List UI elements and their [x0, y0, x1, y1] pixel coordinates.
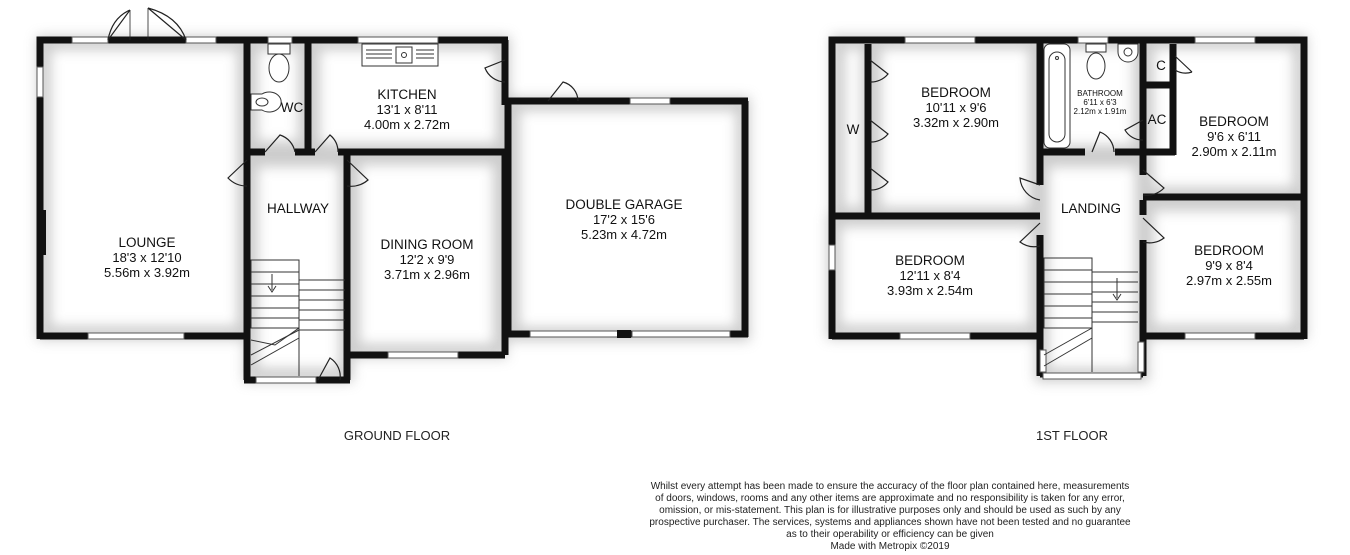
disclaimer-line: omission, or mis-statement. This plan is for illustrative purposes only and should be used as such by any [659, 505, 1121, 516]
bedroom-1-imperial: 10'11 x 9'6 [925, 100, 987, 115]
first-floor-title: 1ST FLOOR [1035, 428, 1109, 443]
disclaimer-line: Whilst every attempt has been made to ensure the accuracy of the floor plan contained here, measurements [650, 481, 1130, 492]
dining-imperial: 12'2 x 9'9 [399, 252, 455, 267]
bedroom-2-imperial: 9'6 x 6'11 [1207, 129, 1261, 144]
bedroom-4-metric: 2.97m x 2.55m [1186, 273, 1272, 288]
wc-name: WC [280, 100, 304, 115]
disclaimer-text [620, 481, 1160, 553]
cupboard-label: C [1156, 58, 1166, 73]
airing-cupboard-label: AC [1147, 112, 1167, 127]
dining-metric: 3.71m x 2.96m [384, 267, 470, 282]
lounge-name: LOUNGE [118, 235, 176, 250]
bathroom-name: BATHROOM [1077, 89, 1123, 98]
lounge-metric: 5.56m x 3.92m [104, 265, 190, 280]
garage-metric: 5.23m x 4.72m [581, 227, 667, 242]
first-floor [829, 37, 1304, 443]
bedroom-3-name: BEDROOM [895, 253, 965, 268]
garage-post [617, 330, 631, 338]
bedroom-4-imperial: 9'9 x 8'4 [1205, 258, 1253, 273]
ground-floor-title: GROUND FLOOR [343, 428, 451, 443]
garage-imperial: 17'2 x 15'6 [592, 212, 656, 227]
disclaimer-line: prospective purchaser. The services, systems and appliances shown have not been tested and no guarantee [649, 517, 1131, 528]
kitchen-name: KITCHEN [377, 87, 437, 102]
dining-name: DINING ROOM [380, 237, 474, 252]
bedroom-4-name: BEDROOM [1194, 243, 1264, 258]
ground-floor-labels [104, 87, 683, 282]
bedroom-2-metric: 2.90m x 2.11m [1191, 144, 1277, 159]
landing-name: LANDING [1060, 201, 1122, 216]
bathroom-imperial: 6'11 x 6'3 [1083, 98, 1117, 107]
metropix-credit: Made with Metropix ©2019 [830, 541, 950, 552]
chimney-block [38, 210, 46, 255]
first-staircase [1044, 258, 1138, 372]
bedroom-3-metric: 3.93m x 2.54m [887, 283, 973, 298]
hallway-name: HALLWAY [266, 201, 330, 216]
bedroom-1-metric: 3.32m x 2.90m [913, 115, 999, 130]
disclaimer-line: as to their operability or efficiency can be given [786, 529, 994, 540]
wardrobe-label: W [846, 122, 860, 137]
ground-floor [37, 8, 748, 443]
bathroom-metric: 2.12m x 1.91m [1073, 107, 1127, 116]
kitchen-imperial: 13'1 x 8'11 [376, 102, 438, 117]
bedroom-1-name: BEDROOM [921, 85, 991, 100]
kitchen-sink [362, 44, 438, 66]
lounge-imperial: 18'3 x 12'10 [112, 250, 182, 265]
disclaimer-line: of doors, windows, rooms and any other items are approximate and no responsibility is taken for any error, [655, 493, 1125, 504]
kitchen-metric: 4.00m x 2.72m [364, 117, 450, 132]
garage-name: DOUBLE GARAGE [565, 197, 683, 212]
bedroom-2-name: BEDROOM [1199, 114, 1269, 129]
bedroom-3-imperial: 12'11 x 8'4 [899, 268, 961, 283]
